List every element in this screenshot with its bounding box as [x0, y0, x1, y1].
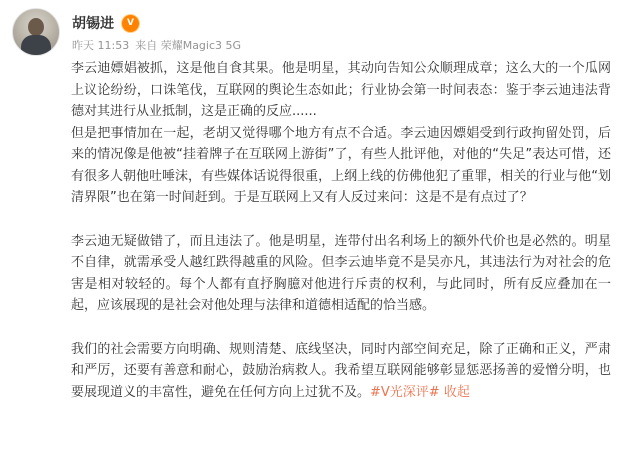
post-meta [72, 37, 241, 53]
post-paragraph-4 [71, 339, 611, 404]
post-paragraph-4-text: 我们的社会需要方向明确、规则清楚、底线坚决，同时内部空间充足，除了正确和正义，严肃和严厉，还要有善意和耐心，鼓励治病救人。我希望互联网能够彰显惩恶扬善的爱憎分明，也要展现道义的丰富性，避免在任何方向上过犹不及。 [71, 341, 611, 400]
author-line [72, 13, 139, 33]
post-source: 来自 荣耀Magic3 5G [135, 39, 242, 52]
post-paragraph-3: 李云迪无疑做错了，而且违法了。他是明星，连带付出名利场上的额外代价也是必然的。明星不自律，就需承受人越红跌得越重的风险。但李云迪毕竟不是吴亦凡，其违法行为对社会的危害是相对较轻的。每个人都有直抒胸臆对他进行斥责的权利，与此同时，所有反应叠加在一起，应该展现的是社会对他处理与法律和道德相适配的恰当感。 [71, 233, 611, 313]
post-content [71, 58, 611, 403]
avatar-body-shape [21, 35, 51, 56]
avatar-head-shape [28, 18, 44, 36]
author-name[interactable]: 胡锡进 [72, 16, 114, 32]
topic-hashtag-link[interactable]: #V光深评# [370, 384, 440, 400]
verified-badge-icon[interactable]: V [122, 15, 139, 32]
collapse-link[interactable]: 收起 [443, 384, 470, 400]
post-paragraph-1: 李云迪嫖娼被抓，这是他自食其果。他是明星，其动向告知公众顺理成章；这么大的一个瓜网上议论纷纷，口诛笔伐，互联网的舆论生态如此；行业协会第一时间表态：鉴于李云迪违法背德对其进行从业抵制，这是正确的反应...... [71, 61, 611, 119]
author-avatar[interactable] [12, 8, 60, 56]
post-time[interactable]: 昨天 11:53 [72, 39, 130, 52]
post-paragraph-2: 但是把事情加在一起，老胡又觉得哪个地方有点不合适。李云迪因嫖娼受到行政拘留处罚，后来的情况像是他被“挂着牌子在互联网上游街”了，有些人批评他，对他的“失足”表达可惜，还有很多人朝他吐唾沫，有些媒体话说得很重，上纲上线的仿佛他犯了重罪，相关的行业与他“划清界限”也在第一时间赶到。于是互联网上又有人反过来问：这是不是有点过了？ [71, 125, 611, 205]
